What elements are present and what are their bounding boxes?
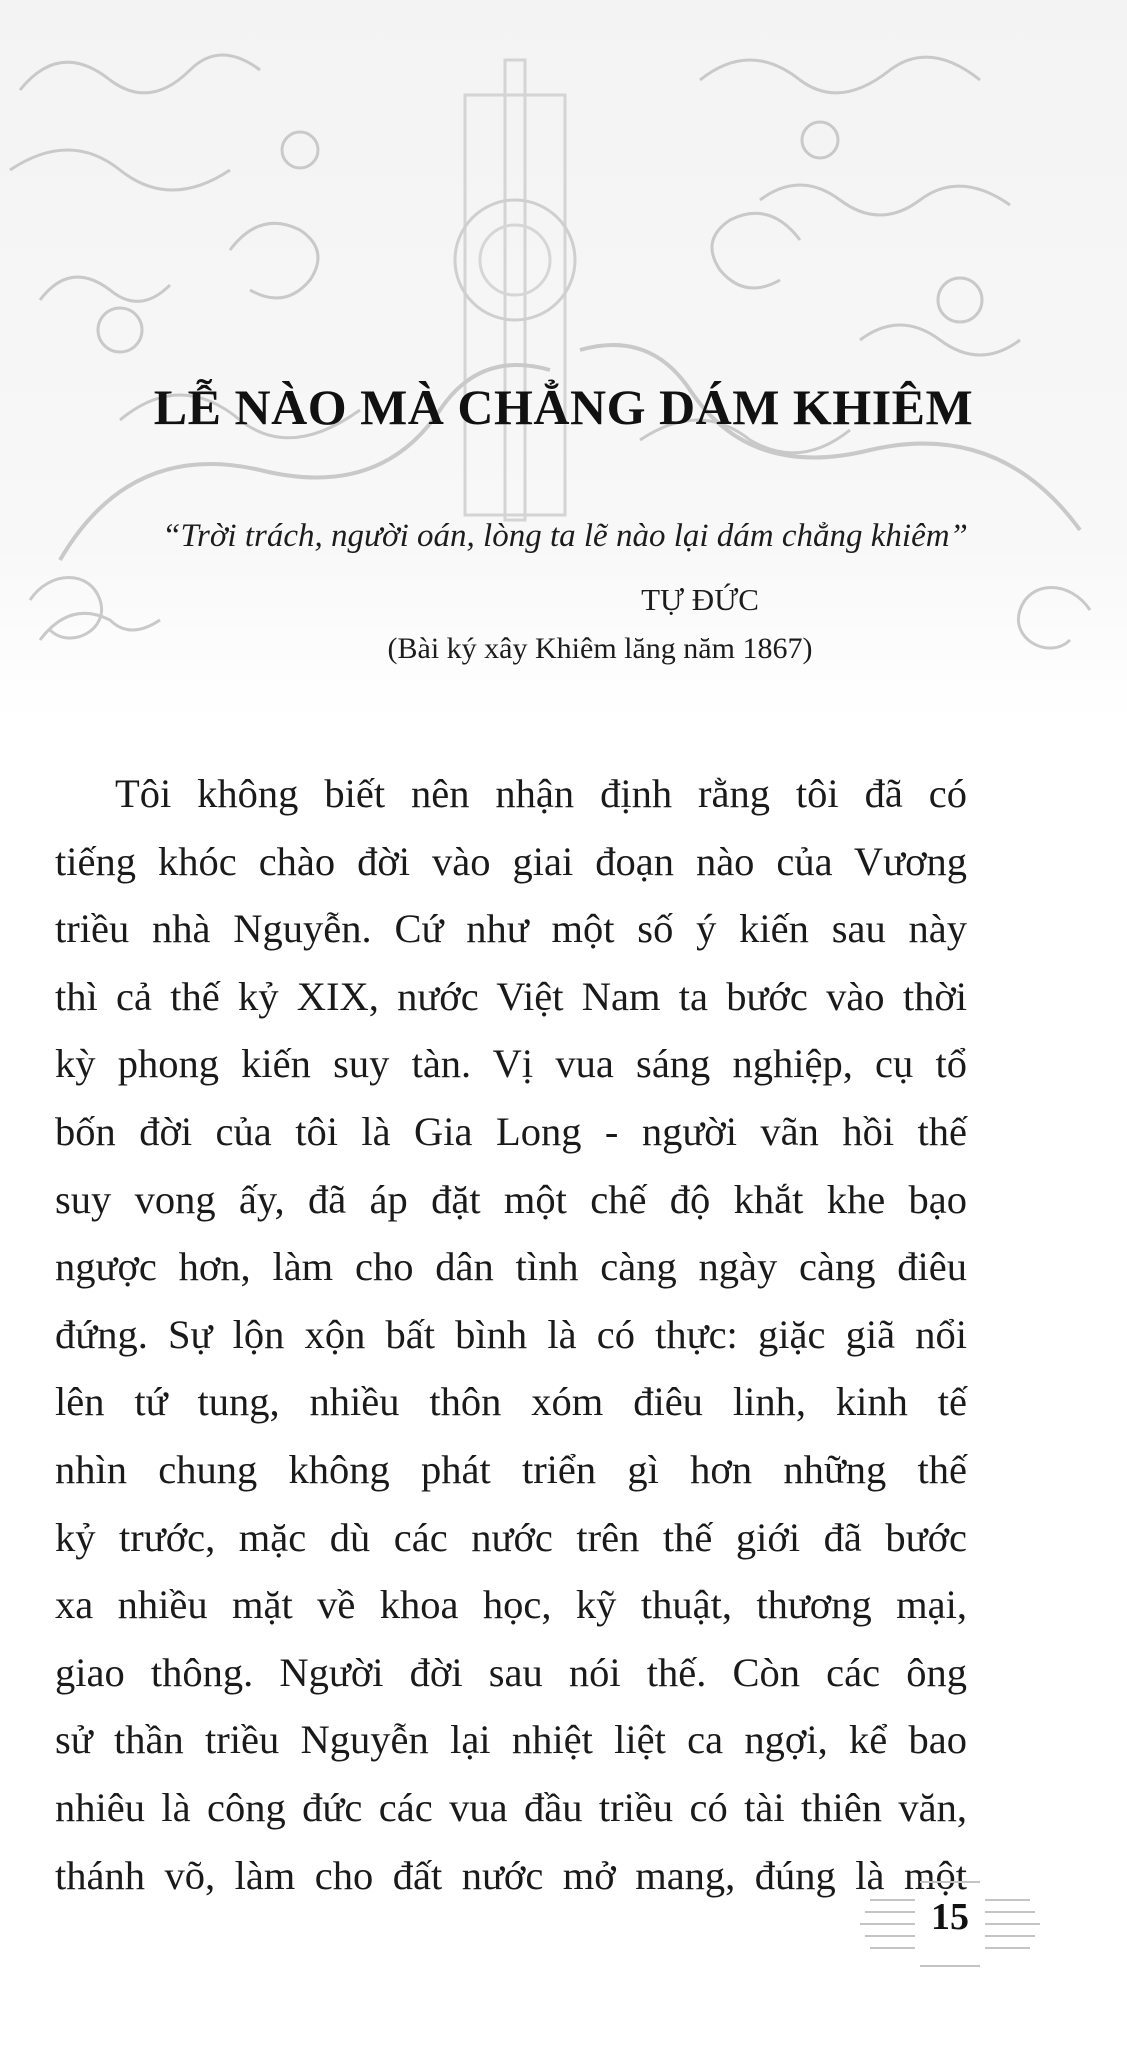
body-line: giao thông. Người đời sau nói thế. Còn các ông (55, 1649, 967, 1695)
body-line: kỳ phong kiến suy tàn. Vị vua sáng nghiệp, cụ tổ (55, 1041, 967, 1087)
body-line: ngược hơn, làm cho dân tình càng ngày càng điêu (55, 1244, 967, 1290)
body-line: tiếng khóc chào đời vào giai đoạn nào của Vương (55, 838, 967, 884)
body-line: xa nhiều mặt về khoa học, kỹ thuật, thương mại, (55, 1582, 967, 1628)
body-line: bốn đời của tôi là Gia Long - người vãn hồi thế (55, 1108, 967, 1154)
body-line: sử thần triều Nguyễn lại nhiệt liệt ca ngợi, kể bao (55, 1717, 967, 1763)
chapter-title: LỄ NÀO MÀ CHẲNG DÁM KHIÊM (153, 379, 974, 435)
body-line: triều nhà Nguyễn. Cứ như một số ý kiến sau này (55, 906, 967, 952)
page-number: 15 (931, 1896, 969, 1938)
body-line: nhiêu là công đức các vua đầu triều có tài thiên văn, (55, 1784, 967, 1830)
body-line: nhìn chung không phát triển gì hơn những thế (55, 1446, 967, 1492)
body-line: suy vong ấy, đã áp đặt một chế độ khắt khe bạo (55, 1176, 967, 1222)
epigraph-author: TỰ ĐỨC (641, 582, 759, 617)
body-line: kỷ trước, mặc dù các nước trên thế giới đã bước (55, 1514, 967, 1560)
page-number-badge (860, 1870, 1040, 1980)
body-paragraph (55, 760, 967, 1909)
body-line: đứng. Sự lộn xộn bất bình là có thực: giặc giã nổi (55, 1311, 967, 1357)
body-line: lên tứ tung, nhiều thôn xóm điêu linh, kinh tế (55, 1379, 967, 1425)
body-line: thì cả thế kỷ XIX, nước Việt Nam ta bước vào thời (55, 973, 967, 1019)
body-line: Tôi không biết nên nhận định rằng tôi đã có (115, 771, 967, 816)
body-line: thánh võ, làm cho đất nước mở mang, đúng là một (55, 1852, 967, 1898)
epigraph-quote: “Trời trách, người oán, lòng ta lẽ nào lại dám chẳng khiêm” (162, 518, 968, 554)
epigraph-source: (Bài ký xây Khiêm lăng năm 1867) (387, 632, 813, 665)
